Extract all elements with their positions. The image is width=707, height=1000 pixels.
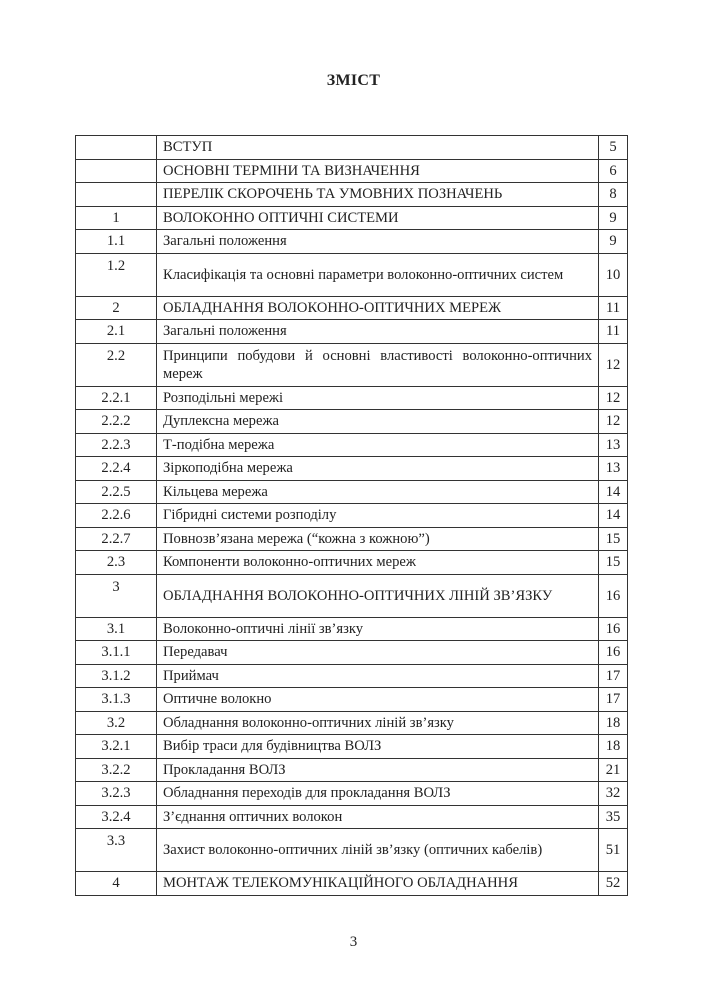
toc-entry-title: ОСНОВНІ ТЕРМІНИ ТА ВИЗНАЧЕННЯ: [157, 159, 599, 183]
toc-entry-title: Повнозв’язана мережа (“кожна з кожною”): [157, 527, 599, 551]
toc-entry-title: Гібридні системи розподілу: [157, 504, 599, 528]
toc-page-number: 14: [599, 480, 628, 504]
toc-row: [76, 527, 628, 551]
toc-section-number: 1.2: [76, 253, 157, 296]
toc-entry-title: Захист волоконно-оптичних ліній зв’язку (оптичних кабелів): [157, 829, 599, 872]
toc-section-number: 3.2.4: [76, 805, 157, 829]
toc-entry-title: Компоненти волоконно-оптичних мереж: [157, 551, 599, 575]
toc-section-number: 3.1.1: [76, 641, 157, 665]
toc-section-number: [76, 136, 157, 160]
toc-section-number: 2.3: [76, 551, 157, 575]
toc-section-number: 3.1.2: [76, 664, 157, 688]
toc-section-number: 3: [76, 574, 157, 617]
toc-row: [76, 230, 628, 254]
toc-page-number: 6: [599, 159, 628, 183]
toc-row: [76, 480, 628, 504]
toc-section-number: [76, 183, 157, 207]
toc-page-number: 16: [599, 641, 628, 665]
toc-page-number: 15: [599, 527, 628, 551]
toc-row: [76, 641, 628, 665]
toc-page-number: 5: [599, 136, 628, 160]
toc-row: [76, 136, 628, 160]
toc-section-number: 3.2.2: [76, 758, 157, 782]
toc-page-number: 17: [599, 664, 628, 688]
toc-row: [76, 551, 628, 575]
toc-entry-title: Класифікація та основні параметри волоконно-оптичних систем: [157, 253, 599, 296]
toc-row: [76, 688, 628, 712]
toc-page-number: 10: [599, 253, 628, 296]
toc-page-number: 21: [599, 758, 628, 782]
toc-row: [76, 386, 628, 410]
toc-row: [76, 504, 628, 528]
toc-row: [76, 183, 628, 207]
toc-row: [76, 805, 628, 829]
toc-page-number: 11: [599, 320, 628, 344]
toc-entry-title: Передавач: [157, 641, 599, 665]
toc-section-number: 2.2.5: [76, 480, 157, 504]
toc-page-number: 16: [599, 574, 628, 617]
toc-row: [76, 206, 628, 230]
toc-page-number: 9: [599, 230, 628, 254]
toc-entry-title: Обладнання переходів для прокладання ВОЛЗ: [157, 782, 599, 806]
toc-entry-title: Дуплексна мережа: [157, 410, 599, 434]
toc-row: [76, 664, 628, 688]
toc-entry-title: Розподільні мережі: [157, 386, 599, 410]
toc-section-number: 1.1: [76, 230, 157, 254]
toc-entry-title: Т-подібна мережа: [157, 433, 599, 457]
toc-section-number: 1: [76, 206, 157, 230]
toc-row: [76, 735, 628, 759]
toc-page-number: 15: [599, 551, 628, 575]
toc-page-number: 18: [599, 711, 628, 735]
toc-entry-title: Оптичне волокно: [157, 688, 599, 712]
toc-section-number: 3.2: [76, 711, 157, 735]
toc-page-number: 13: [599, 457, 628, 481]
toc-row: [76, 711, 628, 735]
toc-row: [76, 782, 628, 806]
toc-entry-title: ОБЛАДНАННЯ ВОЛОКОННО-ОПТИЧНИХ МЕРЕЖ: [157, 296, 599, 320]
toc-page-number: 35: [599, 805, 628, 829]
toc-page-number: 18: [599, 735, 628, 759]
toc-row: [76, 253, 628, 296]
toc-section-number: 3.3: [76, 829, 157, 872]
page-number: 3: [349, 934, 358, 950]
toc-section-number: 3.2.3: [76, 782, 157, 806]
toc-section-number: 4: [76, 872, 157, 896]
toc-row: [76, 457, 628, 481]
toc-entry-title: Зіркоподібна мережа: [157, 457, 599, 481]
toc-row: [76, 320, 628, 344]
toc-section-number: 2.2.6: [76, 504, 157, 528]
toc-entry-title: ВСТУП: [157, 136, 599, 160]
toc-row: [76, 343, 628, 386]
toc-page-number: 13: [599, 433, 628, 457]
toc-row: [76, 617, 628, 641]
toc-entry-title: Волоконно-оптичні лінії зв’язку: [157, 617, 599, 641]
toc-row: [76, 758, 628, 782]
toc-row: [76, 296, 628, 320]
toc-section-number: 2.2.2: [76, 410, 157, 434]
toc-page-number: 51: [599, 829, 628, 872]
toc-section-number: 2: [76, 296, 157, 320]
toc-entry-title: Обладнання волоконно-оптичних ліній зв’язку: [157, 711, 599, 735]
toc-section-number: 2.2.7: [76, 527, 157, 551]
toc-page-number: 9: [599, 206, 628, 230]
toc-row: [76, 872, 628, 896]
toc-row: [76, 433, 628, 457]
toc-section-number: 3.2.1: [76, 735, 157, 759]
toc-entry-title: Кільцева мережа: [157, 480, 599, 504]
toc-section-number: 2.2.4: [76, 457, 157, 481]
toc-entry-title: ВОЛОКОННО ОПТИЧНІ СИСТЕМИ: [157, 206, 599, 230]
toc-section-number: 2.1: [76, 320, 157, 344]
toc-row: [76, 410, 628, 434]
toc-page-number: 8: [599, 183, 628, 207]
toc-page-number: 16: [599, 617, 628, 641]
toc-row: [76, 159, 628, 183]
toc-section-number: 2.2.3: [76, 433, 157, 457]
toc-page-number: 12: [599, 410, 628, 434]
toc-page-number: 14: [599, 504, 628, 528]
toc-entry-title: Вибір траси для будівництва ВОЛЗ: [157, 735, 599, 759]
toc-page-number: 12: [599, 343, 628, 386]
toc-page-number: 11: [599, 296, 628, 320]
toc-entry-title: Принципи побудови й основні властивості волоконно-оптичних мереж: [157, 343, 599, 386]
toc-page-number: 52: [599, 872, 628, 896]
toc-entry-title: Загальні положення: [157, 320, 599, 344]
toc-section-number: 3.1.3: [76, 688, 157, 712]
toc-entry-title: З’єднання оптичних волокон: [157, 805, 599, 829]
toc-section-number: 2.2.1: [76, 386, 157, 410]
toc-page-number: 32: [599, 782, 628, 806]
toc-entry-title: ОБЛАДНАННЯ ВОЛОКОННО-ОПТИЧНИХ ЛІНІЙ ЗВ’ЯЗКУ: [157, 574, 599, 617]
table-of-contents: [75, 135, 628, 896]
page-title: ЗМІСТ: [326, 72, 381, 89]
toc-entry-title: ПЕРЕЛІК СКОРОЧЕНЬ ТА УМОВНИХ ПОЗНАЧЕНЬ: [157, 183, 599, 207]
toc-entry-title: МОНТАЖ ТЕЛЕКОМУНІКАЦІЙНОГО ОБЛАДНАННЯ: [157, 872, 599, 896]
toc-entry-title: Прокладання ВОЛЗ: [157, 758, 599, 782]
toc-section-number: 2.2: [76, 343, 157, 386]
toc-section-number: 3.1: [76, 617, 157, 641]
toc-entry-title: Загальні положення: [157, 230, 599, 254]
toc-row: [76, 574, 628, 617]
toc-page-number: 12: [599, 386, 628, 410]
toc-entry-title: Приймач: [157, 664, 599, 688]
toc-section-number: [76, 159, 157, 183]
toc-page-number: 17: [599, 688, 628, 712]
toc-row: [76, 829, 628, 872]
